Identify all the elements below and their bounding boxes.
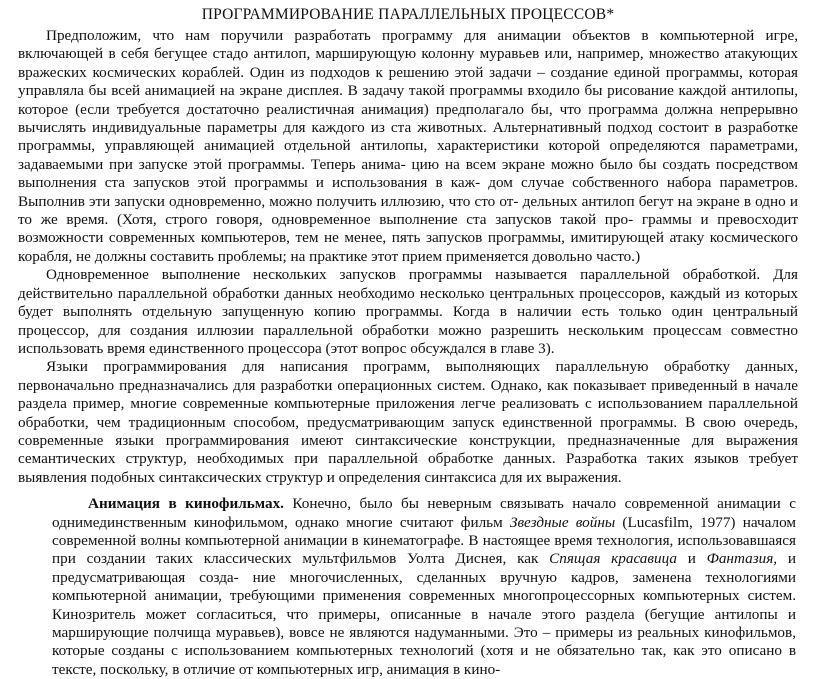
film-title-fantasia: Фантазия,: [706, 550, 778, 568]
section-heading: Анимация в кинофильмах.: [88, 495, 284, 513]
text-part-1: Конечно, было бы неверным связывать начало современной анимации с однимединственным кинофильмом, однако многие считают фильм: [52, 495, 796, 531]
text-part-2: (Lucasfilm, 1977) началом современной волны компьютерной анимации в кинематографе. В настоящее время технология, использовавшаяся при создании таких классических мультфильмов Уолта Диснея, как: [52, 513, 796, 568]
paragraph-parallel-processing: Одновременное выполнение нескольких запусков программы называется параллельной обработкой. Для действительно параллельной обработки данных необходимо несколько центральных процессоров, каждый из которых будет выполнять отдельную запущенную копию программы. Когда в наличии есть только один центральный процессор, для создания иллюзии параллельной обработки можно разрешить нескольким процессам совместно использовать время единственного процессора (этот вопрос обсуждался в главе 3).: [18, 266, 798, 357]
text-part-4: и предусматривающая созда- ние многочисленных, сделанных вручную кадров, заменена технологиями компьютерной анимации, требующими применения современных многопроцессорных компьютерных систем. Кинозритель может согласиться, что примеры, описанные в начале этого раздела (бегущие антилопы и марширующие полчища муравьев), вовсе не являются надуманными. Это – примеры из реальных кинофильмов, которые созданы с использованием компьютерных технологий (хотя и не обязательно так, как это описано в тексте, поскольку, в отличие от компьютерных игр, анимация в кино-: [52, 550, 796, 678]
document-page: [18, 6, 798, 679]
paragraph-programming-languages: Языки программирования для написания программ, выполняющих параллельную обработку данных, первоначально предназначались для разработки операционных систем. Однако, как показывает приведенный в начале раздела пример, многие современные компьютерные приложения легче реализовать с использованием параллельной обработки, чем традиционным способом, предусматривающим запуск единственной программы. В свою очередь, современные языки программирования имеют синтаксические конструкции, предназначенные для выражения семантических структур, необходимых при параллельной обработке данных. Разработка таких языков требует выявления подобных синтаксических структур и определения синтаксиса для их выражения.: [18, 358, 798, 486]
film-title-sleeping-beauty: Спящая красавица: [549, 550, 677, 568]
paragraph-animation-intro: Предположим, что нам поручили разработать программу для анимации объектов в компьютерной игре, включающей в себя бегущее стадо антилоп, марширующую колонну муравьев или, например, множество атакующих вражеских космических кораблей. Один из подходов к решению этой задачи – создание единой программы, которая управляла бы всей анимацией на экране дисплея. В задачу такой программы входило бы рисование каждой антилопы, которое (если требуется достаточно реалистичная анимация) предполагало бы, что программа должна непрерывно вычислять индивидуальные параметры для каждого из ста животных. Альтернативный подход состоит в разработке программы, управляющей анимацией отдельной антилопы, характеристики которой определяются параметрами, задаваемыми при запуске этой программы. Теперь анима- цию на всем экране можно было бы создать посредством выполнения ста запусков этой программы и использования в каж- дом случае собственного набора параметров. Выполнив эти запуски одновременно, можно получить иллюзию, что сто от- дельных антилоп бегут на экране в одно и то же время. (Хотя, строго говоря, одновременное выполнение ста запусков такой про- граммы и превосходит возможности современных компьютеров, тем не менее, пять запусков программы, имитирующей атаку космического корабля, не должны составить проблемы; на практике этот прием применяется довольно часто.): [18, 27, 798, 265]
paragraph-animation-in-films: [52, 495, 796, 679]
text-part-3: и: [676, 550, 707, 568]
film-title-star-wars: Звездные войны: [509, 513, 616, 531]
page-title: ПРОГРАММИРОВАНИЕ ПАРАЛЛЕЛЬНЫХ ПРОЦЕССОВ*: [201, 6, 615, 23]
